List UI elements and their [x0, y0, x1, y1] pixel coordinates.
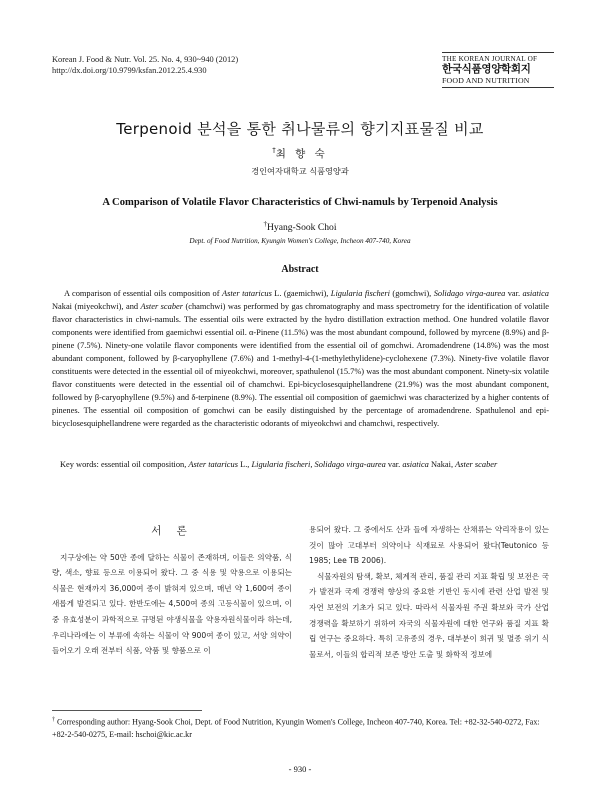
author-korean: [0, 146, 600, 161]
author-english: [0, 220, 600, 233]
footnote-text: Corresponding author: Hyang-Sook Choi, Dept. of Food Nutrition, Kyungin Women's College, Incheon 407-740, Korea. Tel: +82-32-540-0272, Fax: +82-2-540-0275, E-mail: hschoi@kic.ac.kr: [52, 717, 540, 740]
page-number: - 930 -: [288, 764, 312, 774]
paragraph: 식물자원의 탐색, 확보, 체계적 관리, 품질 관리 지표 확립 및 보전은 국가 발전과 국제 경쟁력 향상의 중요한 기반인 동시에 관련 산업 발전 및 자연 보전의 기초가 되고 있다. 따라서 식물자원 주권 확보와 국가 산업 경쟁력을 확보하기 위하여 자국의 식물자원에 대한 연구와 품질 지표 확립 연구는 중요하다. 특히 고유종의 경우, 대부분이 희귀 및 멸종 위기 식물로서, 이들의 합리적 보존 방안 도출 및 화학적 정보에: [309, 571, 549, 659]
abstract-heading: Abstract: [281, 264, 319, 275]
paragraph: 지구상에는 약 50만 종에 달하는 식물이 존재하며, 이들은 의약품, 식량, 색소, 향료 등으로 이용되어 왔다. 그 중 식용 및 약용으로 이용되는 식물은 현재까지 36,000여 종이 밝혀져 있으며, 매년 약 1,600여 종이 새롭게 발견되고 있다. 한반도에는 4,500여 종의 고등식물이 있으며, 이 중 유효성분이 과학적으로 규명된 야생식물을 약용자원식물이라 하는데, 우리나라에는 이 부류에 속하는 식물이 약 900여 종이 있고, 서양 의약이 들어오기 오래 전부터 식품, 약품 및 향품으로 이: [52, 552, 292, 656]
journal-logo: [442, 52, 554, 88]
journal-name-bottom: FOOD AND NUTRITION: [442, 76, 554, 88]
section-heading-introduction: 서 론: [151, 525, 193, 537]
keywords-label: Key words:: [60, 460, 99, 469]
footnote: [52, 714, 549, 742]
doi-link[interactable]: http://dx.doi.org/10.9799/ksfan.2012.25.4.930: [52, 66, 207, 75]
citation-line: Korean J. Food & Nutr. Vol. 25. No. 4, 930~940 (2012): [52, 55, 239, 64]
abstract-text: A comparison of essential oils composition of Aster tataricus L. (gaemichwi), Ligularia fischeri (gomchwi), Solidago virga-aurea var. asiatica Nakai (miyeokchwi), and Aster scaber (chamchwi) was performed by gas chromatography and mass spectrometry for the identification of volatile flavor characteristics in chwi-namuls. The essential oils were extracted by the hydro distillation extraction method. One hundred volatile flavor components were identified from gaemichwi essential oil. α-Pinene (11.5%) was the most abundant compound, followed by myrcene (8.9%) and β-pinene (7.5%). Ninety-one volatile flavor components were identified from the essential oil of gomchwi. Aromadendrene (14.8%) was the most abundant component, followed by β-caryophyllene (7.6%) and 1-methyl-4-(1-methylethylidene)-cyclohexene (7.3%). Ninety-five volatile flavor constituents were detected in the essential oil of miyeokchwi, moreover, spathulenol (15.7%) was the most abundant component. Ninety-six volatile flavor constituents were detected in the essential oil of chamchwi. Epi-bicyclosesquiphellandrene (21.9%) was the most abundant component, followed by β-caryophyllene (9.5%) and δ-terpinene (8.9%). The essential oil composition of gaemichwi was characterized by a higher contents of pinenes. The essential oil composition of gomchwi can be easily distinguished by the percentage of aromadendrene. Spathulenol and epi-bicyclosesquiphellandrene were regarded as the characteristic odorants of miyeokchwi and chamchwi, respectively.: [52, 289, 549, 429]
author-english-name: Hyang-Sook Choi: [266, 222, 337, 234]
journal-name-top: THE KOREAN JOURNAL OF: [442, 52, 554, 63]
footnote-mark: †: [52, 717, 55, 723]
affiliation-korean: 경인여자대학교 식품영양과: [251, 166, 349, 176]
title-korean: Terpenoid 분석을 통한 취나물류의 향기지표물질 비교: [116, 120, 484, 138]
keywords: Key words: essential oil composition, Aster tataricus L., Ligularia fischeri, Solidago virga-aurea var. asiatica Nakai, Aster scaber: [60, 460, 498, 469]
footnote-divider: [52, 710, 202, 711]
citation: [52, 54, 238, 76]
title-english: A Comparison of Volatile Flavor Characteristics of Chwi-namuls by Terpenoid Analysis: [102, 197, 498, 208]
paragraph: 용되어 왔다. 그 중에서도 산과 들에 자생하는 산채류는 약리작용이 있는 것이 많아 고대부터 의약이나 식재료로 사용되어 왔다(Teutonico 등 1985; Lee TB 2006).: [309, 525, 549, 566]
affiliation-english: Dept. of Food Nutrition, Kyungin Women's College, Incheon 407-740, Korea: [189, 237, 411, 245]
author-korean-name: 최 향 숙: [275, 148, 328, 160]
body-column-left: [52, 520, 292, 659]
corresponding-mark: †: [272, 146, 276, 155]
journal-name-korean: 한국식품영양학회지: [442, 63, 531, 75]
corresponding-mark-en: †: [263, 220, 267, 228]
body-column-right: [309, 522, 549, 662]
